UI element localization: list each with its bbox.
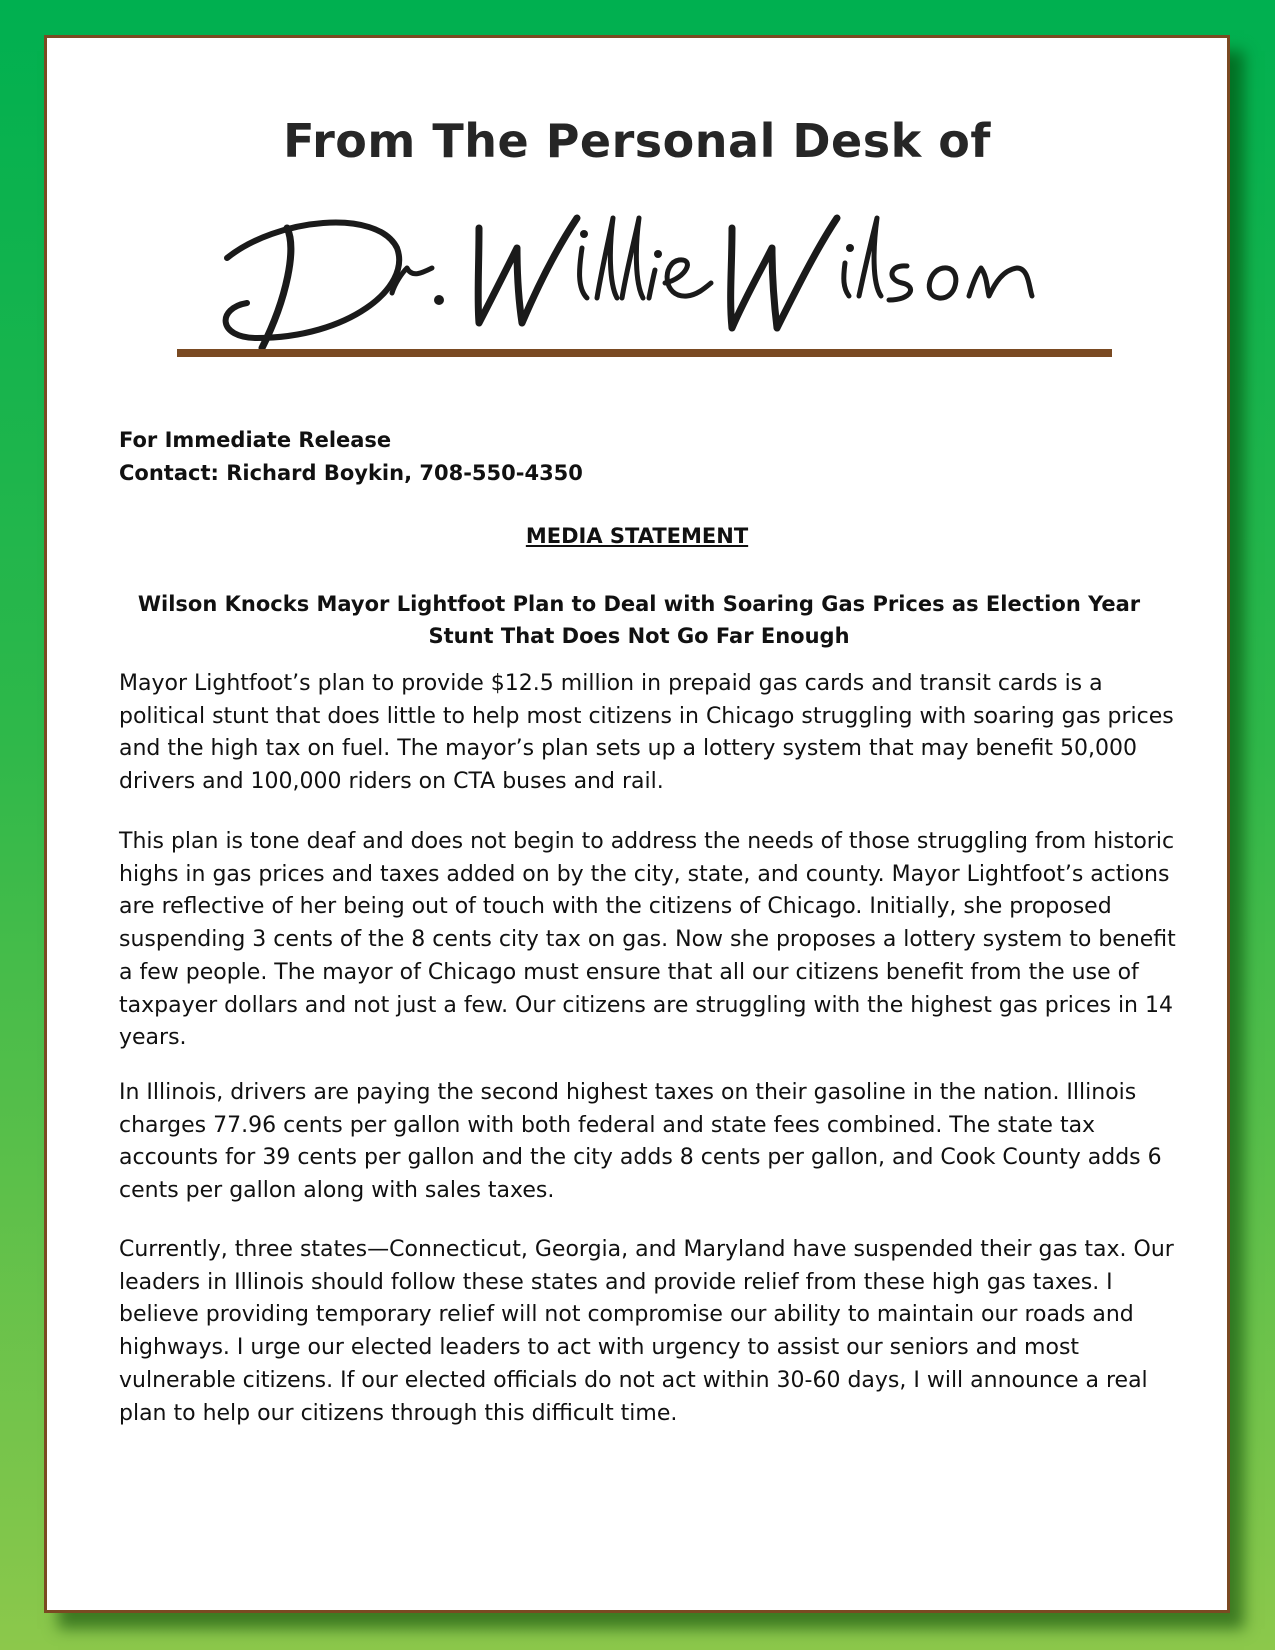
letterhead-title: From The Personal Desk of <box>283 114 991 168</box>
contact-line: Contact: Richard Boykin, 708-550-4350 <box>119 461 583 485</box>
header-divider <box>177 349 1112 357</box>
signature-text: Dr. Willie Wilson <box>217 188 225 189</box>
statement-title: MEDIA STATEMENT <box>525 524 749 548</box>
release-meta <box>119 424 583 490</box>
headline: Wilson Knocks Mayor Lightfoot Plan to Deal with Soaring Gas Prices as Election Year Stunt That Does Not Go Far Enough <box>137 592 1141 648</box>
press-release-page <box>44 35 1230 1613</box>
body-paragraph-2: This plan is tone deaf and does not begin to address the needs of those struggling from historic highs in gas prices and taxes added on by the city, state, and county. Mayor Lightfoot’s actions are reflective of her being out of touch with the citizens of Chicago. Initially, she proposed suspending 3 cents of the 8 cents city tax on gas. Now she proposes a lottery system to benefit a few people. The mayor of Chicago must ensure that all our citizens benefit from the use of taxpayer dollars and not just a few. Our citizens are struggling with the highest gas prices in 14 years. <box>119 829 1176 1051</box>
release-line: For Immediate Release <box>119 428 392 452</box>
body-paragraph-4: Currently, three states—Connecticut, Georgia, and Maryland have suspended their gas tax. Our leaders in Illinois should follow these states and provide relief from these high gas taxes. I believe providing temporary relief will not compromise our ability to maintain our roads and highways. I urge our elected leaders to act with urgency to assist our seniors and most vulnerable citizens. If our elected officials do not act within 30-60 days, I will announce a real plan to help our citizens through this difficult time. <box>119 1237 1174 1426</box>
body-paragraph-3: In Illinois, drivers are paying the second highest taxes on their gasoline in the nation. Illinois charges 77.96 cents per gallon with both federal and state fees combined. The state tax accounts for 39 cents per gallon and the city adds 8 cents per gallon, and Cook County adds 6 cents per gallon along with sales taxes. <box>119 1080 1162 1204</box>
body-paragraph-1: Mayor Lightfoot’s plan to provide $12.5 million in prepaid gas cards and transit cards is a political stunt that does little to help most citizens in Chicago struggling with soaring gas prices and the high tax on fuel. The mayor’s plan sets up a lottery system that may benefit 50,000 drivers and 100,000 riders on CTA buses and rail. <box>119 671 1174 795</box>
